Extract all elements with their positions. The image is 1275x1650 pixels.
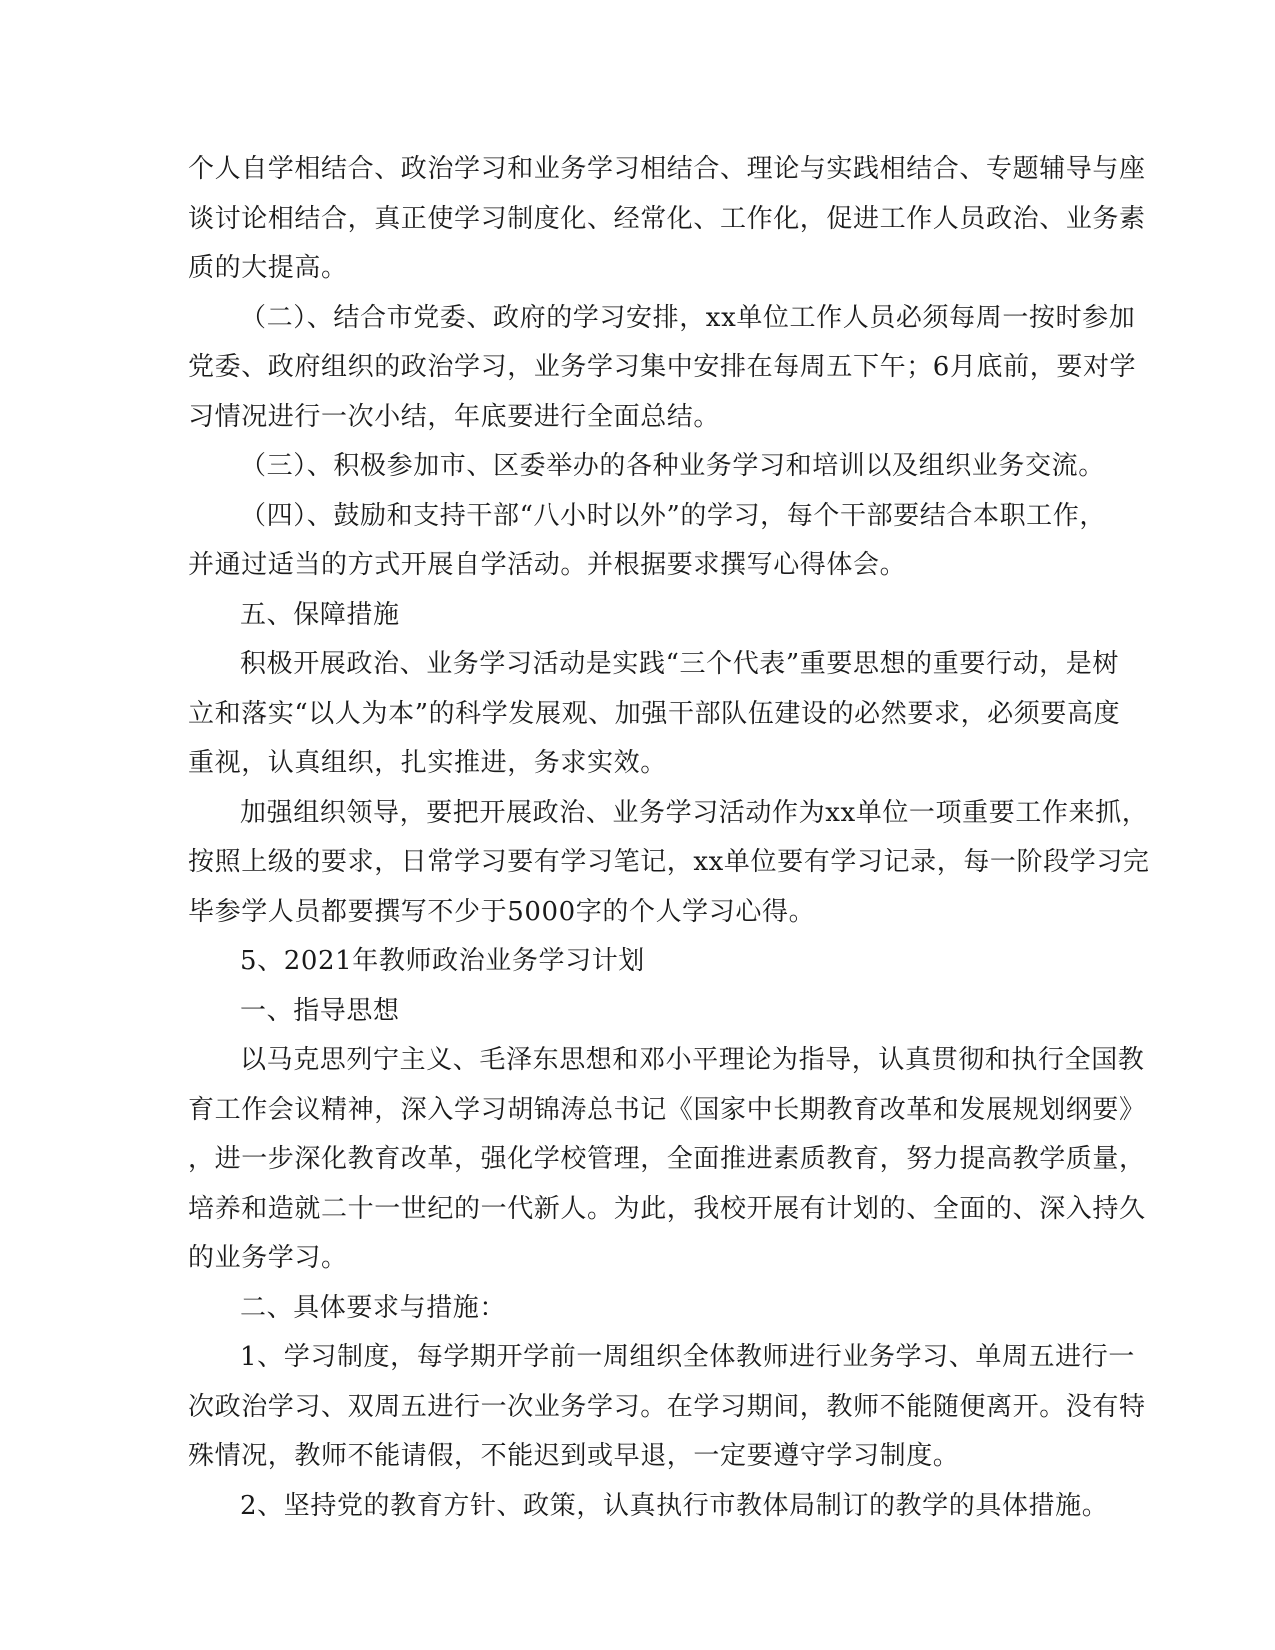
section-heading: 二、具体要求与措施： <box>240 1292 507 1323</box>
paragraph-start-line: 2、坚持党的教育方针、政策，认真执行市教体局制订的教学的具体措施。 <box>240 1490 1109 1521</box>
section-heading: 五、保障措施 <box>240 599 400 630</box>
document-body <box>188 145 1150 1531</box>
text-line: 的业务学习。 <box>188 1243 348 1273</box>
document-title: 5、2021年教师政治业务学习计划 <box>240 946 645 976</box>
paragraph-start-line: 1、学习制度，每学期开学前一周组织全体教师进行业务学习、单周五进行一 <box>240 1342 1135 1372</box>
text-line: 次政治学习、双周五进行一次业务学习。在学习期间，教师不能随便离开。没有特 <box>188 1391 1146 1422</box>
paragraph-start-line: 加强组织领导，要把开展政治、业务学习活动作为xx单位一项重要工作来抓， <box>240 797 1149 828</box>
text-line: 谈讨论相结合，真正使学习制度化、经常化、工作化，促进工作人员政治、业务素 <box>188 203 1146 234</box>
paragraph-start-line: （三）、积极参加市、区委举办的各种业务学习和培训以及组织业务交流。 <box>240 451 1105 481</box>
text-line: 按照上级的要求，日常学习要有学习笔记，xx单位要有学习记录，每一阶段学习完 <box>188 847 1150 877</box>
text-line: 个人自学相结合、政治学习和业务学习相结合、理论与实践相结合、专题辅导与座 <box>188 154 1146 184</box>
text-line: 质的大提高。 <box>188 253 348 283</box>
text-line: 育工作会议精神，深入学习胡锦涛总书记《国家中长期教育改革和发展规划纲要》 <box>188 1094 1146 1125</box>
text-line: 培养和造就二十一世纪的一代新人。为此，我校开展有计划的、全面的、深入持久 <box>188 1193 1146 1224</box>
text-line: 毕参学人员都要撰写不少于5000字的个人学习心得。 <box>188 896 816 927</box>
section-heading: 一、指导思想 <box>240 995 400 1026</box>
text-line: 并通过适当的方式开展自学活动。并根据要求撰写心得体会。 <box>188 550 907 580</box>
text-line: 殊情况，教师不能请假，不能迟到或早退，一定要遵守学习制度。 <box>188 1441 960 1471</box>
text-line: ，进一步深化教育改革，强化学校管理，全面推进素质教育，努力提高教学质量， <box>188 1144 1146 1174</box>
paragraph-start-line: 积极开展政治、业务学习活动是实践“三个代表”重要思想的重要行动，是树 <box>240 649 1119 679</box>
text-line: 重视，认真组织，扎实推进，务求实效。 <box>188 748 667 778</box>
text-line: 党委、政府组织的政治学习，业务学习集中安排在每周五下午；6月底前，要对学 <box>188 352 1137 382</box>
text-line: 习情况进行一次小结，年底要进行全面总结。 <box>188 401 721 432</box>
paragraph-start-line: （四）、鼓励和支持干部“八小时以外”的学习，每个干部要结合本职工作， <box>240 500 1106 531</box>
text-line: 立和落实“以人为本”的科学发展观、加强干部队伍建设的必然要求，必须要高度 <box>188 698 1121 729</box>
paragraph-start-line: （二）、结合市党委、政府的学习安排，xx单位工作人员必须每周一按时参加 <box>240 302 1136 333</box>
paragraph-start-line: 以马克思列宁主义、毛泽东思想和邓小平理论为指导，认真贯彻和执行全国教 <box>240 1045 1145 1075</box>
